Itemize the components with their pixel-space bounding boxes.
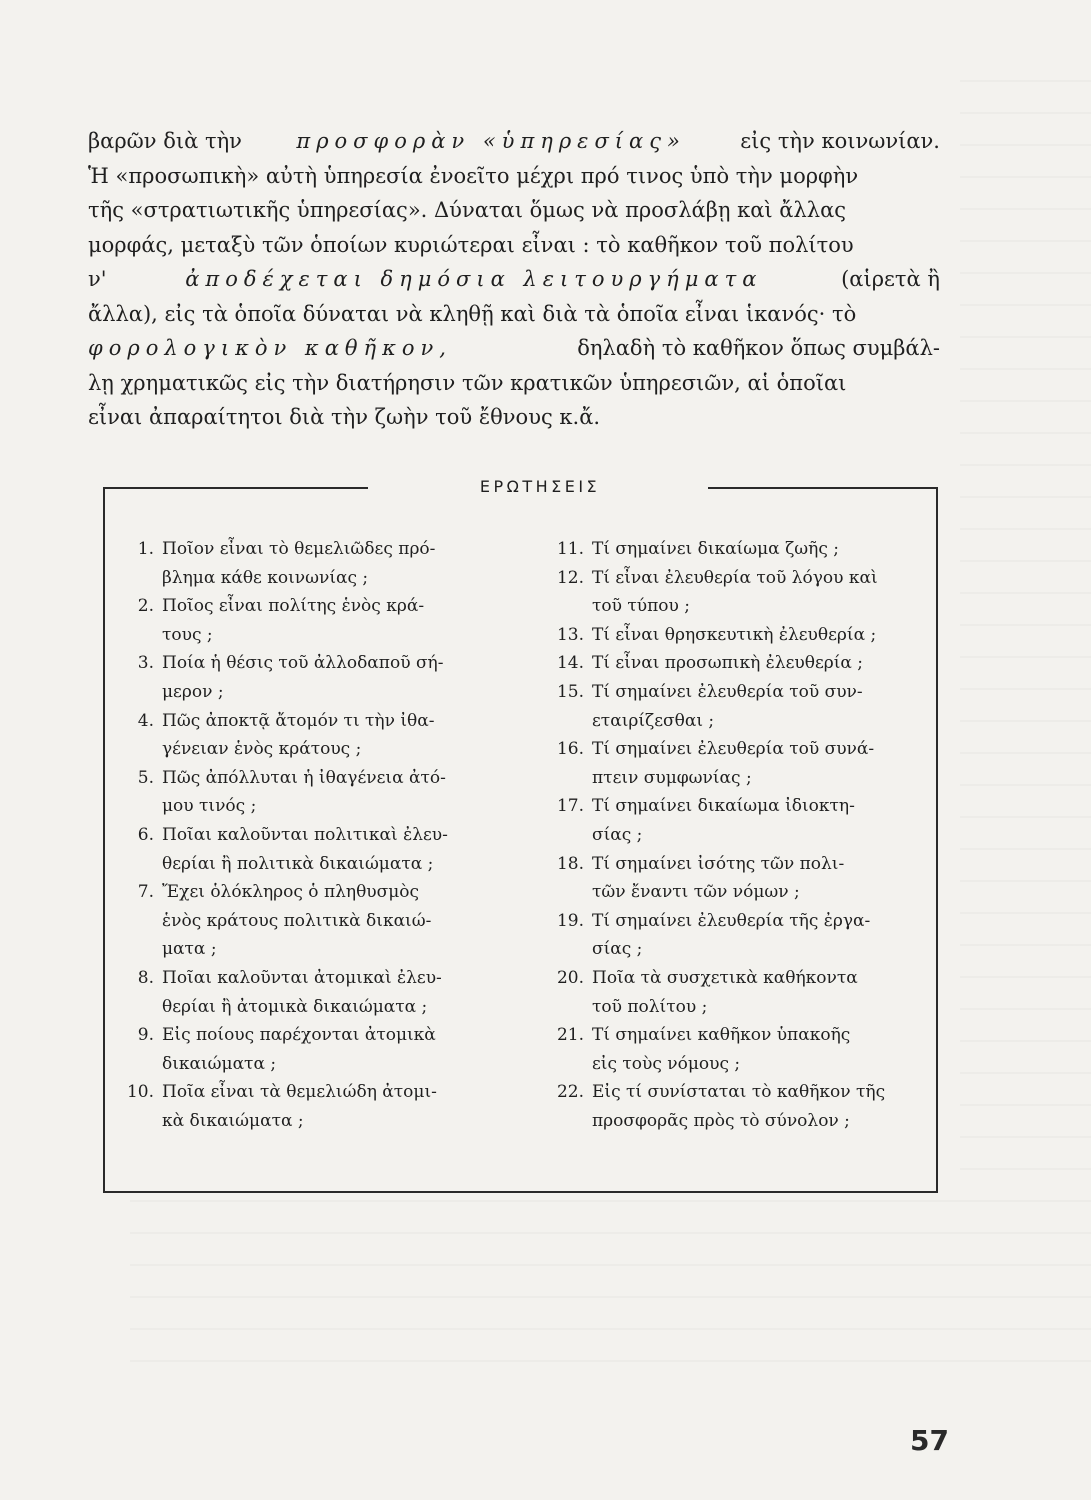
- show-through-bottom: [130, 1200, 1091, 1380]
- show-through-right: [960, 80, 1091, 1180]
- intro-line: [88, 297, 940, 332]
- question-text: ματα ;: [162, 939, 217, 960]
- question-item: [119, 1078, 499, 1135]
- intro-line: [88, 262, 940, 297]
- question-text: Τί σημαίνει δικαίωμα ἰδιοκτη-: [592, 796, 855, 817]
- question-item: [549, 535, 934, 564]
- question-text: Τί σημαίνει ἐλευθερία τοῦ συνά-: [592, 739, 875, 760]
- question-text: Τί εἶναι θρησκευτικὴ ἐλευθερία ;: [592, 624, 877, 645]
- intro-text: εἰς τὴν κοινωνίαν.: [740, 129, 940, 153]
- question-text: πτειν συμφωνίας ;: [592, 767, 752, 788]
- question-item: [549, 1021, 934, 1078]
- intro-text: ν': [88, 267, 107, 291]
- question-text: τοῦ τύπου ;: [592, 596, 690, 617]
- intro-text: λῃ χρηματικῶς εἰς τὴν διατήρησιν τῶν κρατικῶν ὑπηρεσιῶν, αἱ ὁποῖαι: [88, 370, 847, 395]
- question-number: 13.: [556, 624, 584, 645]
- intro-line: [88, 228, 940, 263]
- question-text: Τί σημαίνει ἐλευθερία τοῦ συν-: [592, 681, 863, 702]
- question-item: [549, 907, 934, 964]
- question-text: ἑνὸς κράτους πολιτικὰ δικαιώ-: [162, 910, 432, 931]
- question-item: [119, 592, 499, 649]
- question-text: Εἰς τί συνίσταται τὸ καθῆκον τῆς: [592, 1082, 886, 1103]
- question-number: 16.: [556, 739, 584, 760]
- questions-box: [103, 477, 938, 1193]
- question-text: τους ;: [162, 624, 213, 645]
- question-text: Τί εἶναι ἐλευθερία τοῦ λόγου καὶ: [592, 567, 878, 588]
- question-text: Ἔχει ὁλόκληρος ὁ πληθυσμὸς: [162, 882, 420, 903]
- question-number: 7.: [137, 882, 154, 903]
- question-item: [549, 735, 934, 792]
- questions-box-rule-left: [105, 487, 368, 489]
- question-text: εταιρίζεσθαι ;: [592, 710, 715, 731]
- question-item: [119, 707, 499, 764]
- question-item: [549, 649, 934, 678]
- question-number: 17.: [556, 796, 584, 817]
- intro-text: βαρῶν διὰ τὴν: [88, 129, 242, 153]
- question-item: [549, 564, 934, 621]
- question-text: σίας ;: [592, 939, 643, 960]
- question-text: Ποῖα εἶναι τὰ θεμελιώδη ἀτομι-: [162, 1082, 437, 1103]
- questions-right-column: [549, 535, 934, 1135]
- intro-text: Ἡ «προσωπικὴ» αὐτὴ ὑπηρεσία ἐνοεῖτο μέχρι πρό τινος ὑπὸ τὴν μορφὴν: [88, 163, 859, 188]
- question-text: προσφορᾶς πρὸς τὸ σύνολον ;: [592, 1110, 850, 1131]
- question-text: Τί εἶναι προσωπικὴ ἐλευθερία ;: [592, 653, 864, 674]
- question-text: τοῦ πολίτου ;: [592, 996, 708, 1017]
- question-text: κὰ δικαιώματα ;: [162, 1110, 304, 1131]
- question-item: [549, 621, 934, 650]
- question-text: Πῶς ἀποκτᾷ ἄτομόν τι τὴν ἰθα-: [162, 710, 435, 731]
- intro-line: [88, 193, 940, 228]
- intro-text: μορφάς, μεταξὺ τῶν ὁποίων κυριώτεραι εἶναι : τὸ καθῆκον τοῦ πολίτου: [88, 232, 854, 257]
- question-text: Ποῖαι καλοῦνται πολιτικαὶ ἐλευ-: [162, 824, 448, 845]
- question-text: Τί σημαίνει δικαίωμα ζωῆς ;: [592, 539, 839, 559]
- intro-line: [88, 400, 940, 435]
- question-item: [119, 649, 499, 706]
- question-number: 4.: [137, 710, 154, 731]
- question-item: [119, 964, 499, 1021]
- questions-box-rule-right: [708, 487, 936, 489]
- question-item: [119, 821, 499, 878]
- question-item: [549, 850, 934, 907]
- question-item: [549, 964, 934, 1021]
- question-text: εἰς τοὺς νόμους ;: [592, 1053, 741, 1074]
- question-number: 5.: [137, 767, 154, 788]
- question-number: 20.: [556, 967, 584, 988]
- questions-title: ΕΡΩΤΗΣΕΙΣ: [479, 477, 601, 496]
- question-text: Πῶς ἀπόλλυται ἡ ἰθαγένεια ἀτό-: [162, 767, 446, 788]
- question-item: [549, 1078, 934, 1135]
- question-text: Ποῖαι καλοῦνται ἀτομικαὶ ἐλευ-: [162, 967, 442, 988]
- intro-emphasis: φορολογικὸν καθῆκον,: [88, 336, 452, 360]
- question-item: [119, 1021, 499, 1078]
- question-text: Ποῖος εἶναι πολίτης ἑνὸς κρά-: [162, 596, 425, 617]
- question-number: 1.: [137, 539, 154, 559]
- question-number: 3.: [137, 653, 154, 674]
- question-text: θερίαι ἢ ἀτομικὰ δικαιώματα ;: [162, 996, 428, 1017]
- question-number: 22.: [556, 1082, 584, 1103]
- question-text: Εἰς ποίους παρέχονται ἀτομικὰ: [162, 1025, 436, 1046]
- question-text: μερον ;: [162, 681, 224, 702]
- question-text: βλημα κάθε κοινωνίας ;: [162, 567, 369, 588]
- intro-paragraph: [88, 124, 940, 435]
- question-text: Ποῖα τὰ συσχετικὰ καθήκοντα: [592, 967, 858, 988]
- intro-text: εἶναι ἀπαραίτητοι διὰ τὴν ζωὴν τοῦ ἔθνους κ.ἄ.: [88, 405, 601, 429]
- question-number: 9.: [137, 1025, 154, 1046]
- question-text: μου τινός ;: [162, 796, 257, 817]
- question-number: 14.: [556, 653, 584, 674]
- question-text: σίας ;: [592, 824, 643, 845]
- intro-text: (αἱρετὰ ἢ: [841, 267, 940, 291]
- question-text: Τί σημαίνει ἐλευθερία τῆς ἐργα-: [592, 910, 871, 931]
- question-number: 10.: [126, 1082, 154, 1103]
- question-text: δικαιώματα ;: [162, 1053, 277, 1074]
- question-text: Ποία ἡ θέσις τοῦ ἀλλοδαποῦ σή-: [162, 653, 444, 674]
- question-number: 15.: [556, 681, 584, 702]
- question-number: 8.: [137, 967, 154, 988]
- question-text: Τί σημαίνει ἰσότης τῶν πολι-: [592, 853, 845, 874]
- question-number: 6.: [137, 824, 154, 845]
- question-text: Ποῖον εἶναι τὸ θεμελιῶδες πρό-: [162, 539, 436, 559]
- question-number: 19.: [556, 910, 584, 931]
- question-item: [119, 764, 499, 821]
- question-number: 18.: [556, 853, 584, 874]
- question-item: [549, 792, 934, 849]
- intro-line: [88, 366, 940, 401]
- question-item: [119, 535, 499, 592]
- intro-text: τῆς «στρατιωτικῆς ὑπηρεσίας». Δύναται ὅμως νὰ προσλάβῃ καὶ ἄλλας: [88, 198, 847, 222]
- question-number: 12.: [556, 567, 584, 588]
- page-number: 57: [910, 1424, 949, 1457]
- intro-text: ἄλλα), εἰς τὰ ὁποῖα δύναται νὰ κληθῇ καὶ διὰ τὰ ὁποῖα εἶναι ἱκανός· τὸ: [88, 301, 857, 326]
- question-text: τῶν ἔναντι τῶν νόμων ;: [592, 882, 800, 903]
- questions-left-column: [119, 535, 499, 1135]
- question-item: [549, 678, 934, 735]
- question-number: 2.: [137, 596, 154, 617]
- intro-text: δηλαδὴ τὸ καθῆκον ὅπως συμβάλ-: [577, 336, 940, 360]
- intro-line: [88, 331, 940, 366]
- question-number: 11.: [556, 539, 584, 559]
- question-item: [119, 878, 499, 964]
- question-text: θερίαι ἢ πολιτικὰ δικαιώματα ;: [162, 853, 434, 874]
- intro-line: [88, 124, 940, 159]
- question-number: 21.: [556, 1025, 584, 1046]
- intro-emphasis: προσφορὰν «ὑπηρεσίας»: [296, 129, 686, 153]
- question-text: Τί σημαίνει καθῆκον ὑπακοῆς: [592, 1025, 851, 1046]
- intro-emphasis: ἀποδέχεται δημόσια λειτουργήματα: [185, 267, 763, 291]
- question-text: γένειαν ἑνὸς κράτους ;: [162, 739, 362, 760]
- intro-line: [88, 159, 940, 194]
